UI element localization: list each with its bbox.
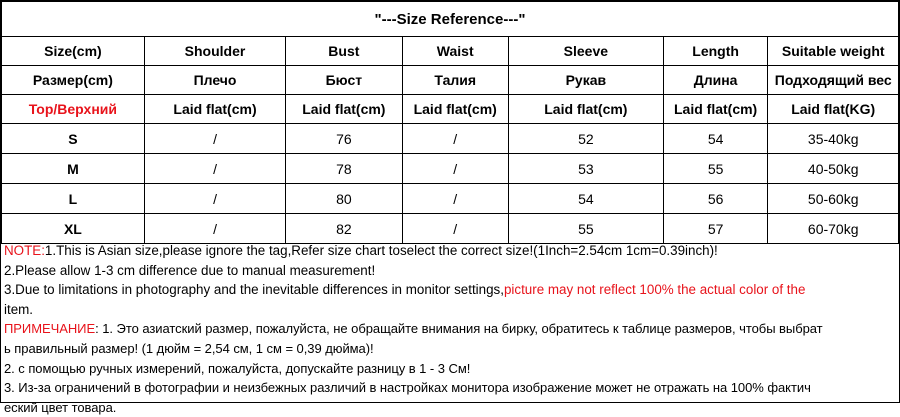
sleeve-cell: 52 (508, 124, 663, 154)
header-bust-ru: Бюст (286, 66, 402, 95)
header-shoulder-ru: Плечо (144, 66, 285, 95)
sleeve-cell: 54 (508, 184, 663, 214)
unit-shoulder: Laid flat(cm) (144, 95, 285, 124)
ru-note-3-continued: еский цвет товара. (4, 399, 117, 415)
unit-sleeve: Laid flat(cm) (508, 95, 663, 124)
unit-weight: Laid flat(KG) (768, 95, 899, 124)
weight-cell: 40-50kg (768, 154, 899, 184)
header-top-label: Top/Верхний (2, 95, 145, 124)
ru-note-1 (4, 319, 894, 339)
header-waist: Waist (402, 37, 508, 66)
waist-cell: / (402, 124, 508, 154)
header-waist-ru: Талия (402, 66, 508, 95)
table-row (2, 184, 899, 214)
note-3 (4, 280, 894, 300)
table-title: "---Size Reference---" (2, 2, 899, 37)
note-2: 2.Please allow 1-3 cm difference due to manual measurement! (4, 262, 376, 278)
header-bust: Bust (286, 37, 402, 66)
weight-cell: 50-60kg (768, 184, 899, 214)
waist-cell: / (402, 154, 508, 184)
note-1 (4, 241, 894, 261)
waist-cell: / (402, 184, 508, 214)
unit-waist: Laid flat(cm) (402, 95, 508, 124)
header-shoulder: Shoulder (144, 37, 285, 66)
shoulder-cell: / (144, 154, 285, 184)
size-table (1, 1, 899, 244)
size-cell: L (2, 184, 145, 214)
note-3-warning: picture may not reflect 100% the actual color of the (503, 282, 806, 298)
note-3-continued: item. (4, 301, 34, 317)
size-cell: XL (2, 214, 145, 244)
header-weight: Suitable weight (768, 37, 899, 66)
bust-cell: 80 (286, 184, 402, 214)
note-label: NOTE: (4, 243, 45, 258)
ru-note-2: 2. с помощью ручных измерений, пожалуйста, допускайте разницу в 1 - 3 См! (4, 360, 471, 376)
sleeve-cell: 55 (508, 214, 663, 244)
header-row-units (2, 95, 899, 124)
header-row-en (2, 37, 899, 66)
ru-note-1-text: : 1. Это азиатский размер, пожалуйста, не обращайте внимания на бирку, обратитесь к таблице размеров, чтобы выбрат (95, 321, 823, 337)
ru-note-label: ПРИМЕЧАНИЕ (4, 321, 96, 337)
header-sleeve: Sleeve (508, 37, 663, 66)
sleeve-cell: 53 (508, 154, 663, 184)
weight-cell: 35-40kg (768, 124, 899, 154)
table-row (2, 154, 899, 184)
note-1-text: 1.This is Asian size,please ignore the tag,Refer size chart toselect the correct size!(1Inch=2.54cm 1cm=0.39inch)! (44, 243, 718, 258)
header-size-ru: Размер(cm) (2, 66, 145, 95)
weight-cell: 60-70kg (768, 214, 899, 244)
shoulder-cell: / (144, 124, 285, 154)
waist-cell: / (402, 214, 508, 244)
shoulder-cell: / (144, 214, 285, 244)
shoulder-cell: / (144, 184, 285, 214)
bust-cell: 76 (286, 124, 402, 154)
table-row (2, 214, 899, 244)
size-cell: S (2, 124, 145, 154)
header-sleeve-ru: Рукав (508, 66, 663, 95)
header-weight-ru: Подходящий вес (768, 66, 899, 95)
length-cell: 55 (663, 154, 768, 184)
length-cell: 54 (663, 124, 768, 154)
header-size: Size(cm) (2, 37, 145, 66)
bust-cell: 78 (286, 154, 402, 184)
size-cell: M (2, 154, 145, 184)
unit-length: Laid flat(cm) (663, 95, 768, 124)
header-length-ru: Длина (663, 66, 768, 95)
note-3-text: 3.Due to limitations in photography and the inevitable differences in monitor settings, (4, 282, 504, 298)
notes-block (4, 241, 894, 417)
header-row-ru (2, 66, 899, 95)
unit-bust: Laid flat(cm) (286, 95, 402, 124)
bust-cell: 82 (286, 214, 402, 244)
ru-note-1-continued: ь правильный размер! (1 дюйм = 2,54 см, 1 см = 0,39 дюйма)! (4, 340, 374, 356)
table-row (2, 124, 899, 154)
header-length: Length (663, 37, 768, 66)
ru-note-3: 3. Из-за ограничений в фотографии и неизбежных различий в настройках монитора изображение может не отражать на 100% фактич (4, 380, 811, 396)
length-cell: 57 (663, 214, 768, 244)
length-cell: 56 (663, 184, 768, 214)
